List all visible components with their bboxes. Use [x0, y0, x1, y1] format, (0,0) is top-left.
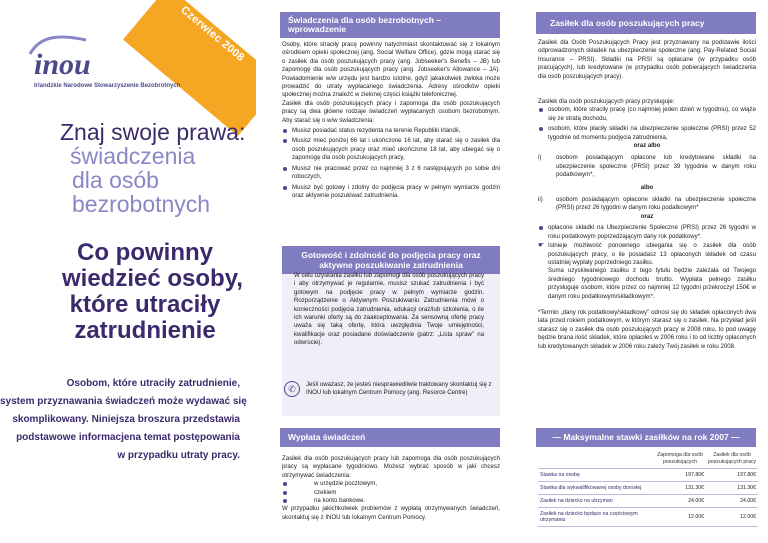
availability-text: W celu uzyskania zasiłku lub zapomogi dla osób poszukujących pracy i aby otrzymywać je regularnie, musisz szukać zatrudnienia i być gotowym na podjęcie pracy w pełnym wymiarze godzin. Rozporządzenie o Aktywnym Poszukiwaniu Zatrudnienia mówi o konieczności podjęcia zatrudnienia, edukacji oraz/lub szkolenia, o ile ich warunki oferty są do zaakceptowania. Za sensowną ofertę pracy uważa się taką ofertę, która uwzględnia Twoje umiejętności, kwalifikacje oraz posiadane doświadczenie (patrz: „Lista spraw" na odwrocie). — [294, 272, 484, 347]
section-header-availability: Gotowość i zdolność do podjęcia pracy oraz aktywne poszukiwanie zatrudnienia — [282, 246, 500, 274]
option-label: i) — [538, 154, 542, 162]
note-text: Istnieje możliwość ponownego ubiegania się o zasiłek dla osób poszukujących pracy, o ile posiadasz 13 opłaconych składek od czasu ostatniej wypłaty poprzedniego zasiłku. — [548, 242, 756, 266]
phone-icon: ✆ — [284, 381, 300, 397]
list-item: w urzędzie pocztowym, — [282, 480, 500, 488]
column-header-empty — [538, 450, 654, 469]
list-item: Musisz posiadać status rezydenta na terenie Republiki Irlandii, — [282, 127, 500, 135]
date-banner: Czerwiec 2008 — [178, 4, 247, 65]
cover-title-line: świadczenia — [70, 143, 196, 169]
option-i — [538, 154, 756, 179]
cell-allowance: 24.00€ — [654, 495, 706, 508]
cover-title-line: Znaj swoje prawa: — [60, 119, 246, 145]
column-header-allowance: Zapomoga dla osób poszukujących — [654, 450, 706, 469]
cover-subtitle — [62, 239, 243, 344]
jobseekers-benefit-intro: Zasiłek dla Osób Poszukujących Pracy jest przyznawany na podstawie ilości odprowadzonych składek na ubezpieczenie społeczne (ang. Pay-Related Social Insurance – PRSI). Składki na PRSI są opłacane (w przypadku osób pracujących), lub kredytowane (w przypadku osób pobierających świadczenia dla osób poszukujących pracy). — [538, 39, 756, 80]
table-row — [538, 495, 758, 508]
connector-and: oraz — [640, 212, 654, 220]
cover-subtitle-line: Co powinny — [77, 239, 213, 266]
list-item: opłacone składki na Ubezpieczenie Społeczne (PRSI) przez 26 tygodni w roku podatkowym poprzedzającym dany rok podatkowy*. — [538, 224, 756, 241]
list-item: osobom, które płaciły składki na ubezpieczenie społeczne (PRSI) przez 52 tygodnie od momentu podjęcia zatrudnienia, — [538, 125, 756, 142]
cell-benefit: 12.00€ — [706, 508, 758, 527]
payment-text — [282, 455, 500, 522]
cell-benefit: 131.30€ — [706, 482, 758, 495]
cover-intro-line: w przypadku utraty pracy. — [117, 450, 240, 461]
section-header-jobseekers-benefit: Zasiłek dla osób poszukujących pracy — [536, 12, 756, 34]
option-text: osobom posiadającym opłacone składki na ubezpieczenie społeczne (PRSI) przez 26 tygodni w danym roku podatkowym* — [556, 196, 756, 212]
section-header-max-rates: — Maksymalne stawki zasiłków na rok 2007 — — [536, 428, 756, 447]
cover-subtitle-line: które utraciły — [69, 291, 221, 318]
row-label: Stawka na osobę — [538, 469, 654, 482]
logo — [34, 50, 244, 89]
note-requalify — [538, 242, 756, 267]
middle-column — [256, 0, 512, 543]
pointing-hand-icon: ☛ — [538, 242, 545, 250]
row-label: Stawka dla wykwalifikowanej osoby dorosłej — [538, 482, 654, 495]
cover-subtitle-line: zatrudnienie — [74, 317, 216, 344]
logo-subtitle: Irlandzkie Narodowe Stowarzyszenie Bezobrotnych — [34, 83, 181, 89]
tip-text: Jeśli uważasz, że jesteś niesprawiedliwie traktowany skontaktuj się z INOU lub lokalnym Centrum Pomocy (ang. Resorce Centre) — [306, 381, 492, 397]
cover-intro-line: skomplikowany. Niniejsza broszura przedstawia — [12, 414, 240, 425]
cover-intro-line: Osobom, które utraciły zatrudnienie, — [66, 378, 240, 389]
paragraph: W przypadku jakichkolwiek problemów z wypłatą otrzymywanych świadczeń, skontaktuj się z INOU lub lokalnym Centrum Pomocy. — [282, 505, 500, 521]
paragraph: Zasiłek dla osób poszukujących pracy lub zapomoga dla osób poszukujących pracy są wypłacane tygodniowo. Możesz wybrać sposób w jaki chcesz otrzymywać świadczenia: — [282, 455, 500, 479]
cover-title — [60, 120, 245, 216]
option-label: ii) — [538, 196, 543, 204]
paragraph: Zasiłek dla osób poszukujących pracy przysługuje: — [538, 98, 675, 105]
list-item: Musisz być gotowy i zdolny do podjęcia pracy w pełnym wymiarze godzin oraz aktywnie poszukiwać zatrudnienia. — [282, 184, 500, 201]
column-header-benefit: Zasiłek dla osób poszukujących pracy — [706, 450, 758, 469]
cell-allowance: 131.30€ — [654, 482, 706, 495]
option-text: osobom posiadającym opłacone lub kredytowane składki na ubezpieczenie społeczne (PRSI) przez 39 tygodnie w danym roku podatkowym*, — [556, 154, 756, 179]
cell-benefit: 197.80€ — [706, 469, 758, 482]
list-item: czekiem — [282, 489, 500, 497]
footnote: *Termin „dany rok podatkowy/składkowy" odnosi się do składek opłaconych dwa lata przed rokiem podatkowym, w którym starasz się o zasiłek. Na przykład jeśli starasz się o zasiłek dla osób poszukujących pracy w 2008 roku, to pod uwagę będzie brana ilość składek, które opłaciłeś w 2006 roku i to od liczby opłaconych lub kredytowanych składek w 2006 roku zależy Twój zasiłek w roku 2008. — [538, 308, 756, 350]
cell-allowance: 197.80€ — [654, 469, 706, 482]
logo-word: inou — [34, 48, 91, 81]
benefits-intro-text — [282, 41, 500, 200]
cell-allowance: 12.00€ — [654, 508, 706, 527]
option-ii — [538, 196, 756, 213]
eligibility-text — [538, 98, 756, 351]
cell-benefit: 24.00€ — [706, 495, 758, 508]
table-header-row — [538, 450, 758, 469]
list-item: Musisz mieć poniżej 66 lat i ukończone 16 lat, aby starać się o zasiłek dla osób poszukujących pracy oraz mieć ukończone 18 lat, aby ubiegać się o zapomogę dla osób poszukujących pracy, — [282, 137, 500, 162]
table-row — [538, 482, 758, 495]
cover-panel — [0, 0, 256, 543]
cover-intro-line: system przyznawania świadczeń może wydawać się — [0, 396, 247, 407]
table-row — [538, 508, 758, 527]
cover-title-line: dla osób — [72, 167, 159, 193]
list-item: na konto bankowe. — [282, 497, 500, 505]
cover-intro — [0, 375, 248, 465]
list-item: Musisz nie pracować przez co najmniej 3 z 6 następujących po sobie dni roboczych, — [282, 165, 500, 182]
rates-table — [538, 450, 758, 527]
list-item: osobom, które straciły pracę (co najmniej jeden dzień w tygodniu), co wiąże się ze stratą dochodu, — [538, 106, 756, 123]
paragraph: Zasiłek dla osób poszukujących pracy i zapomoga dla osób poszukujących pracy są dwa główne rodzaje świadczeń wypłacanych osobom bezrobotnym. Aby starać się o w/w świadczenia: — [282, 99, 500, 124]
row-label: Zasiłek na dziecko będące na częściowym utrzymaniu — [538, 508, 654, 527]
note-amount: Suma uzyskiwanego zasiłku z tego tytułu będzie zależała od Twojego średniego tygodniowego dochodu brutto. Wypłata pełnego zasiłku przysługuje osobom, które przez co najmniej 12 tygodni przekroczył 150€ w danym roku podatkowym/składkowym*. — [548, 267, 756, 300]
row-label: Zasiłek na dziecko na utrzyman — [538, 495, 654, 508]
cover-title-line: bezrobotnych — [72, 191, 211, 217]
section-header-payment: Wypłata świadczeń — [280, 428, 500, 447]
table-row — [538, 469, 758, 482]
right-column — [512, 0, 768, 543]
section-header-benefits-intro: Świadczenia dla osób bezrobotnych – wprowadzenie — [280, 12, 500, 38]
paragraph: Osoby, które straciły pracę powinny natychmiast skontaktować się z lokalnym ośrodkiem opieki społecznej (ang. Social Welfare Office), gdzie mogą starać się o zasiłek dla osób poszukujących pracy (ang. Jobseeker's Benefis – JB) lub zapomogę dla osób poszukujących pracy (ang. Jobseeker's Allowance – JA). Powiadomienie w/w urzędu jest bardzo istotne, gdyż jakakolwiek zwłoka może prowadzić do utraty wypłacanego świadczenia. Adresy ośrodków opieki społecznej można znaleźć w zielonej części książki telefonicznej. — [282, 41, 500, 99]
connector-or: albo — [640, 183, 654, 191]
cover-intro-line: podstawowe informacjena temat postępowania — [16, 432, 240, 443]
connector-or-either: oraz albo — [633, 142, 661, 150]
cover-subtitle-line: wiedzieć osoby, — [62, 265, 243, 292]
